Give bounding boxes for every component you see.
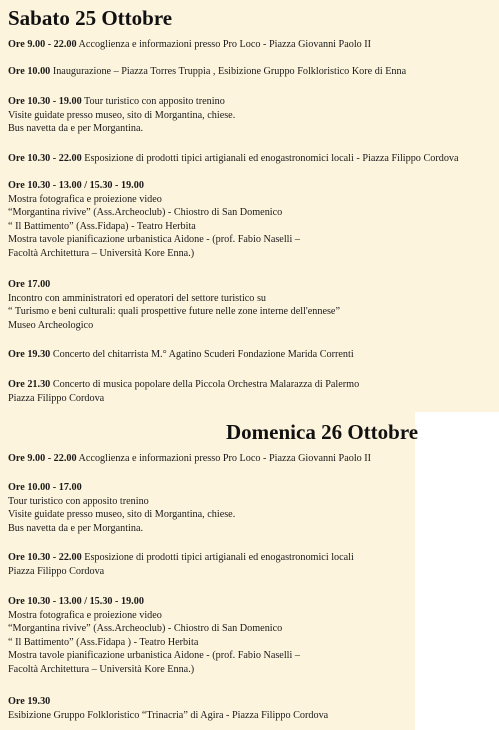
event-item: Ore 10.00 - 17.00 Tour turistico con apposito trenino Visite guidate presso museo, sito di Morgantina, chiese. Bus navetta da e per Morgantina. (8, 482, 236, 534)
sunday-title: Domenica 26 Ottobre (226, 420, 419, 444)
event-item: Ore 9.00 - 22.00 Accoglienza e informazioni presso Pro Loco - Piazza Giovanni Paolo II (8, 39, 372, 50)
event-item: Ore 10.30 - 19.00 Tour turistico con apposito trenino Visite guidate presso museo, sito di Morgantina, chiese. Bus navetta da e per Morgantina. (8, 96, 236, 135)
event-item: Ore 19.30 Esibizione Gruppo Folkloristico “Trinacria” di Agira - Piazza Filippo Cordova (8, 696, 329, 721)
event-item: Ore 17.00 Incontro con amministratori ed operatori del settore turistico su “ Turismo e beni culturali: quali prospettive future nelle zone interne dell'ennese” Museo Archeologico (8, 279, 340, 331)
event-item: Ore 10.30 - 22.00 Esposizione di prodotti tipici artigianali ed enogastronomici locali Piazza Filippo Cordova (8, 552, 354, 577)
event-item: Ore 10.00 Inaugurazione – Piazza Torres Truppia , Esibizione Gruppo Folkloristico Kore di Enna (8, 66, 407, 77)
event-item: Ore 19.30 Concerto del chitarrista M.° Agatino Scuderi Fondazione Marida Correnti (8, 349, 354, 360)
event-item: Ore 10.30 - 13.00 / 15.30 - 19.00 Mostra fotografica e proiezione video “Morgantina rivive” (Ass.Archeoclub) - Chiostro di San Domenico “ Il Battimento” (Ass.Fidapa) - Teatro Herbita Mostra tavole pianificazione urbanistica Aidone - (prof. Fabio Naselli – Facoltà Architettura – Università Kore Enna.) (8, 180, 300, 259)
saturday-title: Sabato 25 Ottobre (8, 6, 173, 30)
event-item: Ore 9.00 - 22.00 Accoglienza e informazioni presso Pro Loco - Piazza Giovanni Paolo II (8, 453, 372, 464)
event-item: Ore 10.30 - 13.00 / 15.30 - 19.00 Mostra fotografica e proiezione video “Morgantina rivive” (Ass.Archeoclub) - Chiostro di San Domenico “ Il Battimento” (Ass.Fidapa ) - Teatro Herbita Mostra tavole pianificazione urbanistica Aidone - (prof. Fabio Naselli – Facoltà Architettura – Università Kore Enna.) (8, 596, 300, 675)
sunday-panel (0, 412, 419, 730)
event-item: Ore 21.30 Concerto di musica popolare della Piccola Orchestra Malarazza di Palermo Piazza Filippo Cordova (8, 379, 360, 404)
event-item: Ore 10.30 - 22.00 Esposizione di prodotti tipici artigianali ed enogastronomici locali - Piazza Filippo Cordova (8, 153, 459, 164)
